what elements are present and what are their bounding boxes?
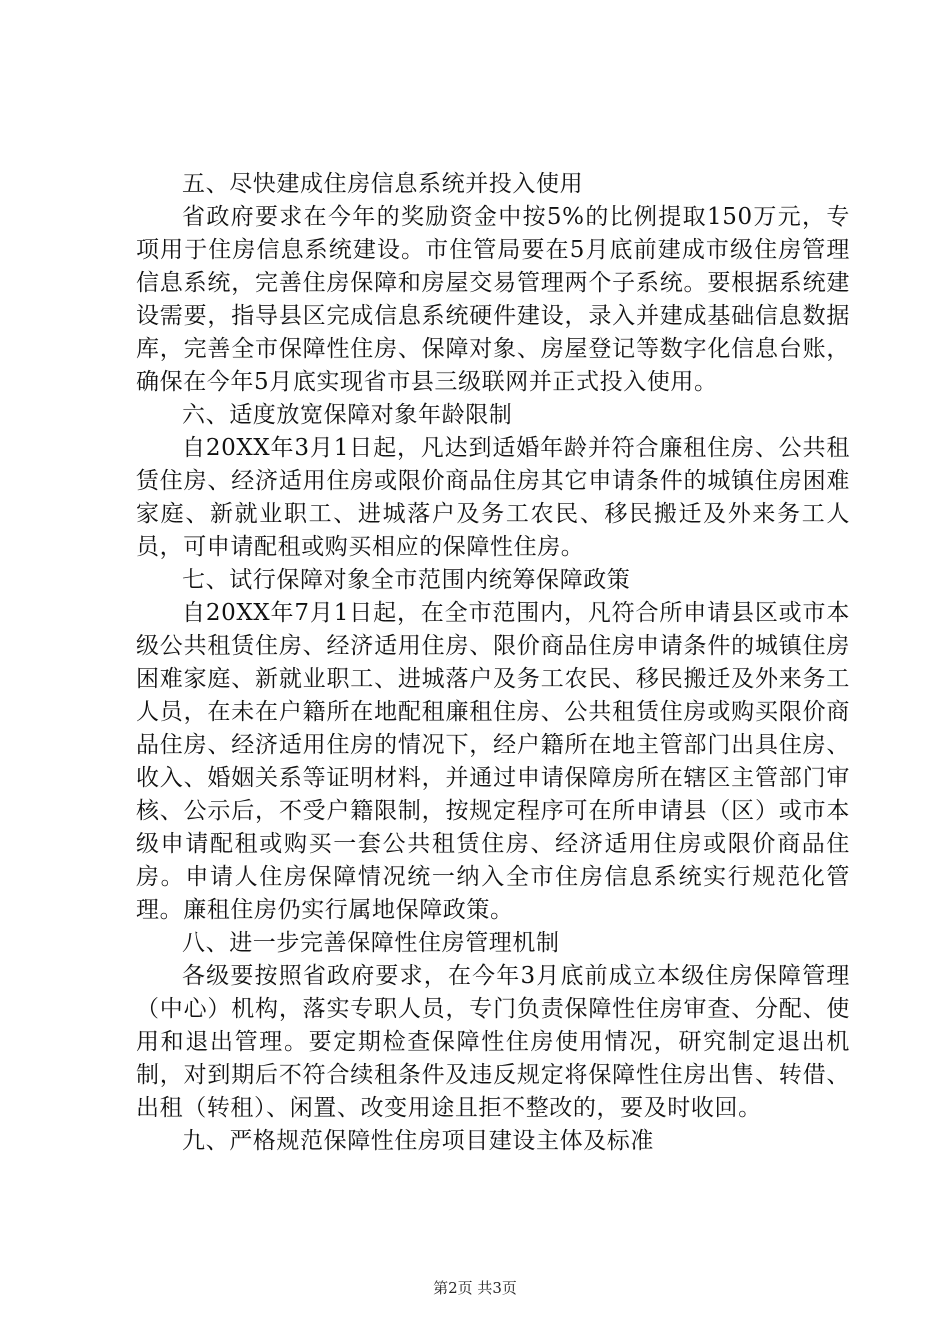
section-heading-7: 七、试行保障对象全市范围内统筹保障政策 [182,567,631,593]
section-heading-6: 六、适度放宽保障对象年龄限制 [182,402,513,428]
section-heading-9: 九、严格规范保障性住房项目建设主体及标准 [182,1128,654,1154]
document-body [136,168,850,1158]
section-body-5: 省政府要求在今年的奖励资金中按5%的比例提取150万元，专项用于住房信息系统建设。市住管局要在5月底前建成市级住房管理信息系统，完善住房保障和房屋交易管理两个子系统。要根据系统建设需要，指导县区完成信息系统硬件建设，录入并建成基础信息数据库，完善全市保障性住房、保障对象、房屋登记等数字化信息台账，确保在今年5月底实现省市县三级联网并正式投入使用。 [136,204,850,395]
section-body-6: 自20XX年3月1日起，凡达到适婚年龄并符合廉租住房、公共租赁住房、经济适用住房或限价商品住房其它申请条件的城镇住房困难家庭、新就业职工、进城落户及务工农民、移民搬迁及外来务工人员，可申请配租或购买相应的保障性住房。 [136,435,850,560]
section-body-8: 各级要按照省政府要求，在今年3月底前成立本级住房保障管理（中心）机构，落实专职人员，专门负责保障性住房审查、分配、使用和退出管理。要定期检查保障性住房使用情况，研究制定退出机制，对到期后不符合续租条件及违反规定将保障性住房出售、转借、出租（转租）、闲置、改变用途且拒不整改的，要及时收回。 [136,963,850,1121]
section-body-7: 自20XX年7月1日起，在全市范围内，凡符合所申请县区或市本级公共租赁住房、经济适用住房、限价商品住房申请条件的城镇住房困难家庭、新就业职工、进城落户及务工农民、移民搬迁及外来务工人员，在未在户籍所在地配租廉租住房、公共租赁住房或购买限价商品住房、经济适用住房的情况下，经户籍所在地主管部门出具住房、收入、婚姻关系等证明材料，并通过申请保障房所在辖区主管部门审核、公示后，不受户籍限制，按规定程序可在所申请县（区）或市本级申请配租或购买一套公共租赁住房、经济适用住房或限价商品住房。申请人住房保障情况统一纳入全市住房信息系统实行规范化管理。廉租住房仍实行属地保障政策。 [136,600,850,923]
section-heading-5: 五、尽快建成住房信息系统并投入使用 [182,171,584,197]
section-heading-8: 八、进一步完善保障性住房管理机制 [182,930,560,956]
page-number-footer: 第2页 共3页 [433,1279,517,1297]
